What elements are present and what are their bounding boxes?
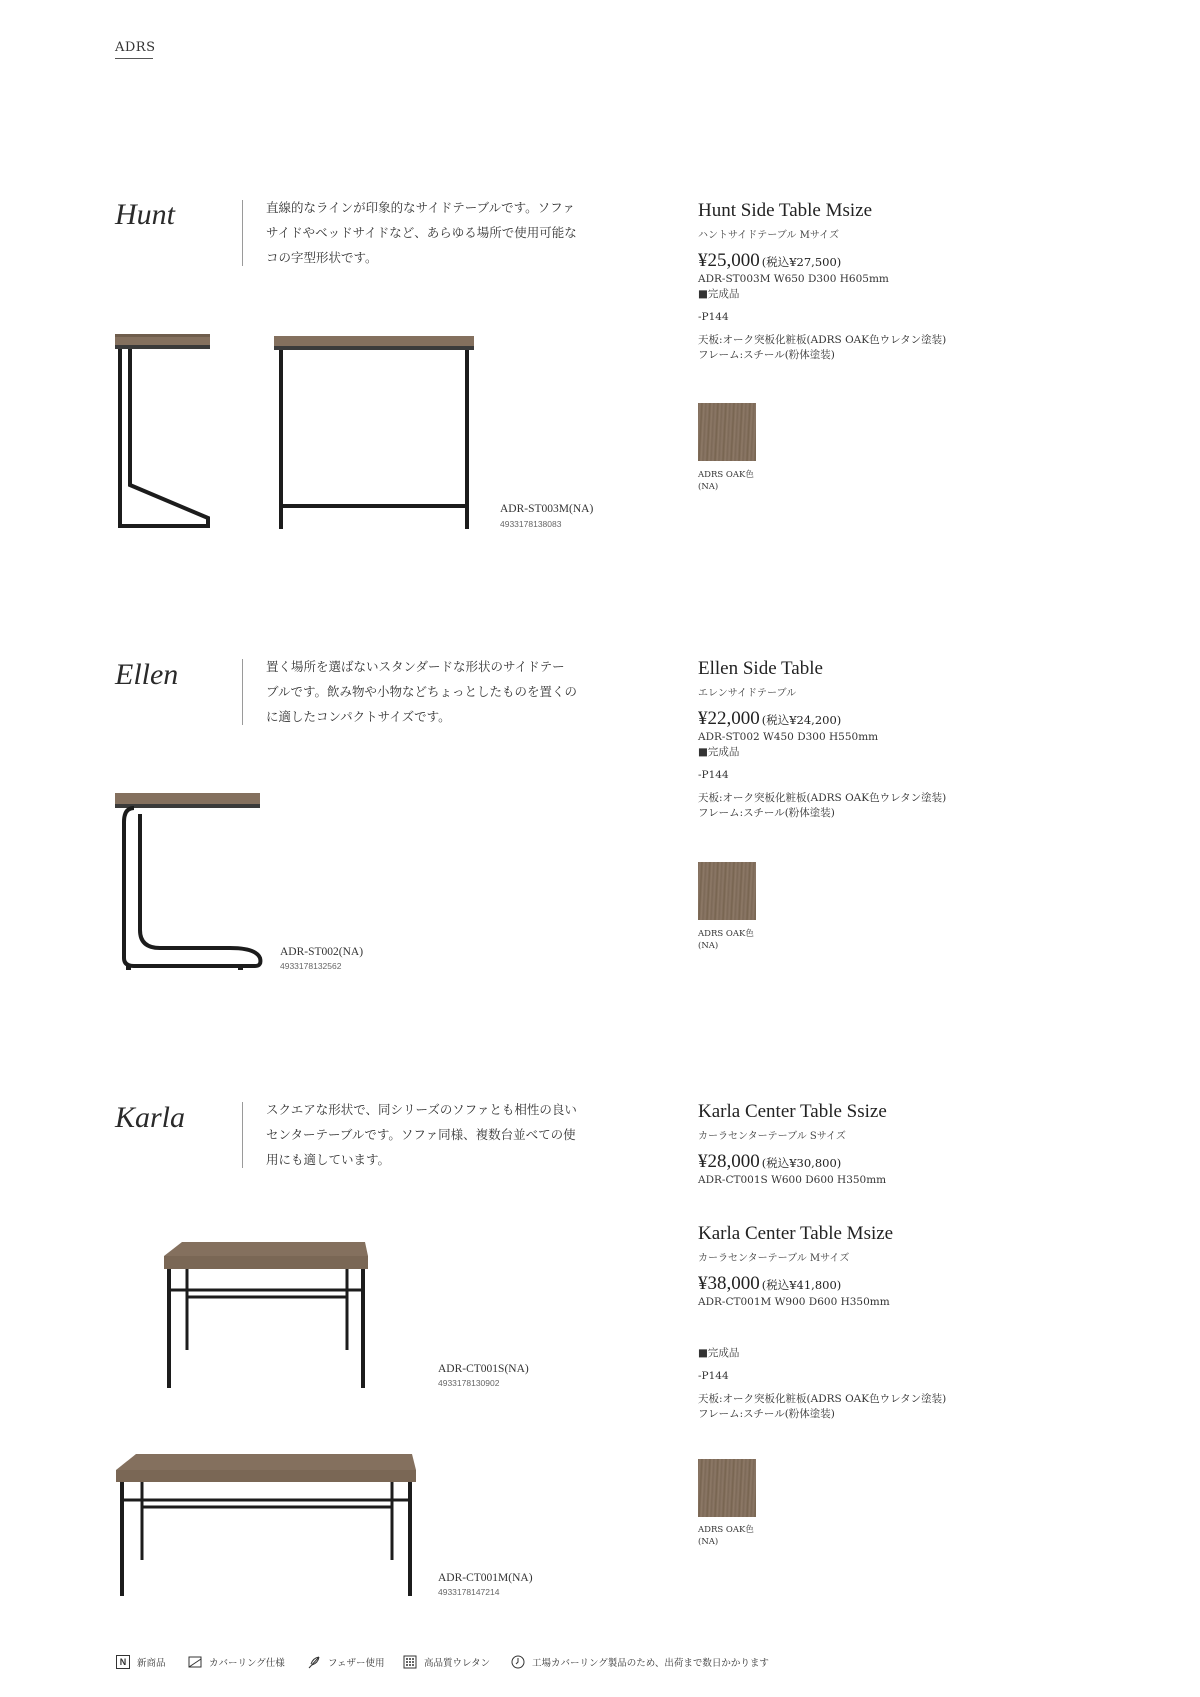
- price-tax-included: (税込¥41,800): [761, 1278, 842, 1292]
- material-frame: フレーム:スチール(粉体塗装): [698, 1408, 835, 1420]
- finished-badge: ■完成品: [698, 288, 740, 300]
- product-spec: ADR-CT001S W600 D600 H350mm: [698, 1174, 887, 1186]
- divider-ellen: [242, 659, 243, 725]
- product-title: Karla Center Table Msize: [698, 1223, 894, 1244]
- product-details-karla: [698, 1346, 946, 1422]
- clock-icon: [511, 1655, 525, 1669]
- description-line: 直線的なラインが印象的なサイドテーブルです。ソファ: [266, 200, 575, 215]
- product-kana: カーラセンターテーブル Sサイズ: [698, 1131, 846, 1142]
- tabletop-edge: [116, 1470, 416, 1482]
- price-line: [698, 708, 946, 730]
- price: ¥28,000: [698, 1151, 760, 1172]
- feather-icon: [307, 1655, 321, 1669]
- description-line: に適したコンパクトサイズです。: [266, 709, 451, 724]
- product-info-hunt: [698, 200, 946, 363]
- description-line: 用にも適しています。: [266, 1152, 391, 1167]
- karla-medium-table-image: [112, 1450, 422, 1600]
- price-line: [698, 1151, 887, 1173]
- material-frame: フレーム:スチール(粉体塗装): [698, 349, 835, 361]
- series-name-karla: Karla: [115, 1101, 186, 1134]
- series-name-hunt: Hunt: [115, 198, 175, 231]
- color-swatch-oak: [698, 403, 756, 461]
- description-line: スクエアな形状で、同シリーズのソファとも相性の良い: [266, 1102, 577, 1117]
- divider-karla: [242, 1102, 243, 1168]
- color-swatch-oak: [698, 862, 756, 920]
- material-frame: フレーム:スチール(粉体塗装): [698, 807, 835, 819]
- legend-feather: [307, 1655, 385, 1669]
- description-ellen: [266, 654, 596, 729]
- swatch-color-name: ADRS OAK色: [698, 1525, 754, 1535]
- hunt-front-view-image: [270, 333, 480, 533]
- description-line: 置く場所を選ばないスタンダードな形状のサイドテー: [266, 659, 565, 674]
- product-info-karla-s: [698, 1101, 887, 1188]
- swatch-label: [698, 469, 754, 493]
- price: ¥38,000: [698, 1273, 760, 1294]
- image-caption-jan: 4933178130902: [438, 1378, 500, 1388]
- legend-label: フェザー使用: [328, 1658, 385, 1669]
- apron: [115, 804, 260, 808]
- swatch-color-code: (NA): [698, 941, 719, 951]
- product-kana: ハントサイドテーブル Mサイズ: [698, 230, 840, 241]
- divider-hunt: [242, 200, 243, 266]
- description-line: ブルです。飲み物や小物などちょっとしたものを置くの: [266, 684, 578, 699]
- color-swatch-oak: [698, 1459, 756, 1517]
- tabletop: [116, 1454, 416, 1470]
- price-tax-included: (税込¥27,500): [761, 255, 842, 269]
- legend-new: [116, 1655, 166, 1669]
- image-caption-code: ADR-ST003M(NA): [500, 503, 594, 515]
- covering-icon: [188, 1655, 202, 1669]
- tabletop: [164, 1242, 368, 1256]
- image-caption-jan: 4933178147214: [438, 1587, 500, 1597]
- image-caption-code: ADR-CT001S(NA): [438, 1363, 529, 1375]
- description-karla: [266, 1097, 596, 1172]
- legend-label: 新商品: [137, 1658, 166, 1669]
- foot: [126, 964, 131, 970]
- swatch-color-code: (NA): [698, 1537, 719, 1547]
- urethane-icon: [403, 1655, 417, 1669]
- tabletop-edge: [115, 334, 210, 337]
- price-tax-included: (税込¥30,800): [761, 1156, 842, 1170]
- tabletop: [274, 336, 474, 346]
- swatch-color-name: ADRS OAK色: [698, 470, 754, 480]
- legend-label: カバーリング仕様: [209, 1658, 285, 1669]
- image-caption-code: ADR-CT001M(NA): [438, 1572, 533, 1584]
- brand-underline: [115, 58, 153, 59]
- price-tax-included: (税込¥24,200): [761, 713, 842, 727]
- page-reference: -P144: [698, 1370, 729, 1382]
- price-line: [698, 1273, 893, 1295]
- frame: [124, 808, 260, 966]
- product-spec: ADR-CT001M W900 D600 H350mm: [698, 1296, 890, 1308]
- swatch-label: [698, 1524, 754, 1548]
- tabletop-edge: [164, 1256, 368, 1269]
- legend-factory: [511, 1655, 769, 1669]
- product-title: Ellen Side Table: [698, 658, 823, 679]
- description-line: センターテーブルです。ソファ同様、複数台並べての使: [266, 1127, 576, 1142]
- image-caption-code: ADR-ST002(NA): [280, 946, 364, 958]
- product-title: Hunt Side Table Msize: [698, 200, 873, 221]
- tabletop: [115, 793, 260, 804]
- brand-label: ADRS: [115, 40, 156, 55]
- description-line: サイドやベッドサイドなど、あらゆる場所で使用可能な: [266, 225, 577, 240]
- material-top: 天板:オーク突板化粧板(ADRS OAK色ウレタン塗装): [698, 334, 947, 346]
- foot: [238, 964, 243, 970]
- frame: [120, 349, 208, 526]
- finished-badge: ■完成品: [698, 746, 740, 758]
- legend-label: 工場カバーリング製品のため、出荷まで数日かかります: [532, 1658, 769, 1669]
- material-top: 天板:オーク突板化粧板(ADRS OAK色ウレタン塗装): [698, 792, 947, 804]
- product-kana: カーラセンターテーブル Mサイズ: [698, 1253, 850, 1264]
- hunt-side-view-image: [110, 330, 220, 535]
- legend-urethane: [403, 1655, 490, 1669]
- product-info-ellen: [698, 658, 946, 821]
- apron: [115, 345, 210, 349]
- new-product-icon: N: [116, 1655, 130, 1669]
- material-top: 天板:オーク突板化粧板(ADRS OAK色ウレタン塗装): [698, 1393, 947, 1405]
- series-name-ellen: Ellen: [115, 658, 179, 691]
- karla-small-table-image: [160, 1238, 375, 1393]
- page-reference: -P144: [698, 311, 729, 323]
- image-caption-jan: 4933178132562: [280, 961, 342, 971]
- legend-cover: [188, 1655, 285, 1669]
- product-title: Karla Center Table Ssize: [698, 1101, 887, 1122]
- product-kana: エレンサイドテーブル: [698, 688, 797, 699]
- product-spec: ADR-ST002 W450 D300 H550mm: [698, 731, 879, 743]
- price: ¥22,000: [698, 708, 760, 729]
- legend-label: 高品質ウレタン: [424, 1658, 491, 1669]
- ellen-side-view-image: [110, 790, 270, 975]
- price: ¥25,000: [698, 250, 760, 271]
- product-spec: ADR-ST003M W650 D300 H605mm: [698, 273, 889, 285]
- swatch-color-name: ADRS OAK色: [698, 929, 754, 939]
- price-line: [698, 250, 946, 272]
- page-reference: -P144: [698, 769, 729, 781]
- swatch-label: [698, 928, 754, 952]
- apron: [274, 346, 474, 350]
- product-info-karla-m: [698, 1223, 893, 1310]
- image-caption-jan: 4933178138083: [500, 519, 562, 529]
- description-line: コの字型形状です。: [266, 250, 378, 265]
- finished-badge: ■完成品: [698, 1347, 740, 1359]
- description-hunt: [266, 195, 596, 270]
- swatch-color-code: (NA): [698, 482, 719, 492]
